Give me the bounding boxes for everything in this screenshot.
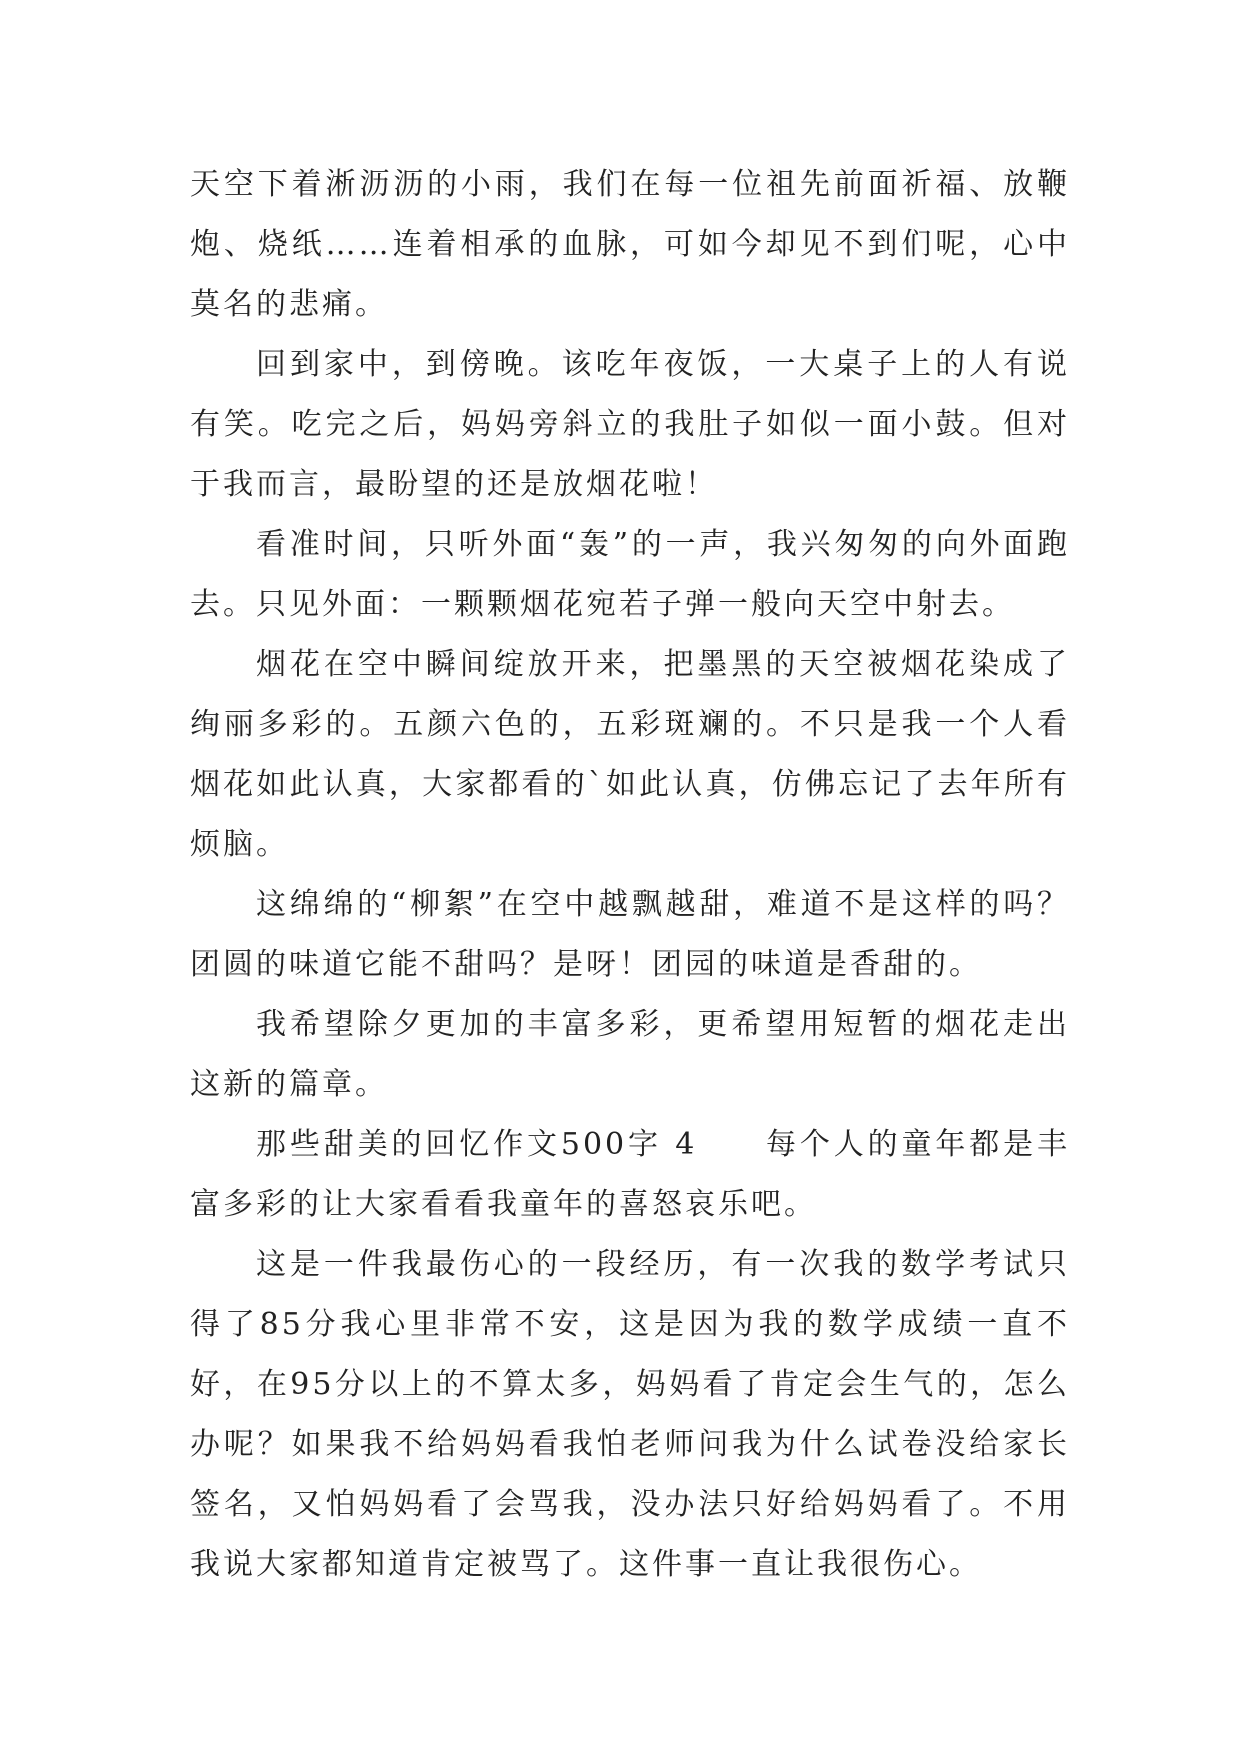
paragraph: 烟花在空中瞬间绽放开来，把墨黑的天空被烟花染成了绚丽多彩的。五颜六色的，五彩斑斓的。不只是我一个人看烟花如此认真，大家都看的`如此认真，仿佛忘记了去年所有烦脑。 [190,647,1070,862]
essay-body [190,155,1070,1595]
paragraph: 这是一件我最伤心的一段经历，有一次我的数学考试只得了85分我心里非常不安，这是因为我的数学成绩一直不好，在95分以上的不算太多，妈妈看了肯定会生气的，怎么办呢？如果我不给妈妈看我怕老师问我为什么试卷没给家长签名，又怕妈妈看了会骂我，没办法只好给妈妈看了。不用我说大家都知道肯定被骂了。这件事一直让我很伤心。 [190,1247,1070,1582]
paragraph-continued: 天空下着淅沥沥的小雨，我们在每一位祖先前面祈福、放鞭炮、烧纸……连着相承的血脉，可如今却见不到们呢，心中莫名的悲痛。 [190,167,1070,322]
paragraph: 我希望除夕更加的丰富多彩，更希望用短暂的烟花走出这新的篇章。 [190,1007,1070,1102]
paragraph: 回到家中，到傍晚。该吃年夜饭，一大桌子上的人有说有笑。吃完之后，妈妈旁斜立的我肚子如似一面小鼓。但对于我而言，最盼望的还是放烟花啦！ [190,347,1070,502]
paragraph: 这绵绵的“柳絮”在空中越飘越甜，难道不是这样的吗？团圆的味道它能不甜吗？是呀！团园的味道是香甜的。 [190,887,1070,982]
paragraph: 看准时间，只听外面“轰”的一声，我兴匆匆的向外面跑去。只见外面：一颗颗烟花宛若子弹一般向天空中射去。 [190,527,1070,622]
paragraph-section-heading: 那些甜美的回忆作文500字 4 每个人的童年都是丰富多彩的让大家看看我童年的喜怒哀乐吧。 [190,1127,1070,1222]
